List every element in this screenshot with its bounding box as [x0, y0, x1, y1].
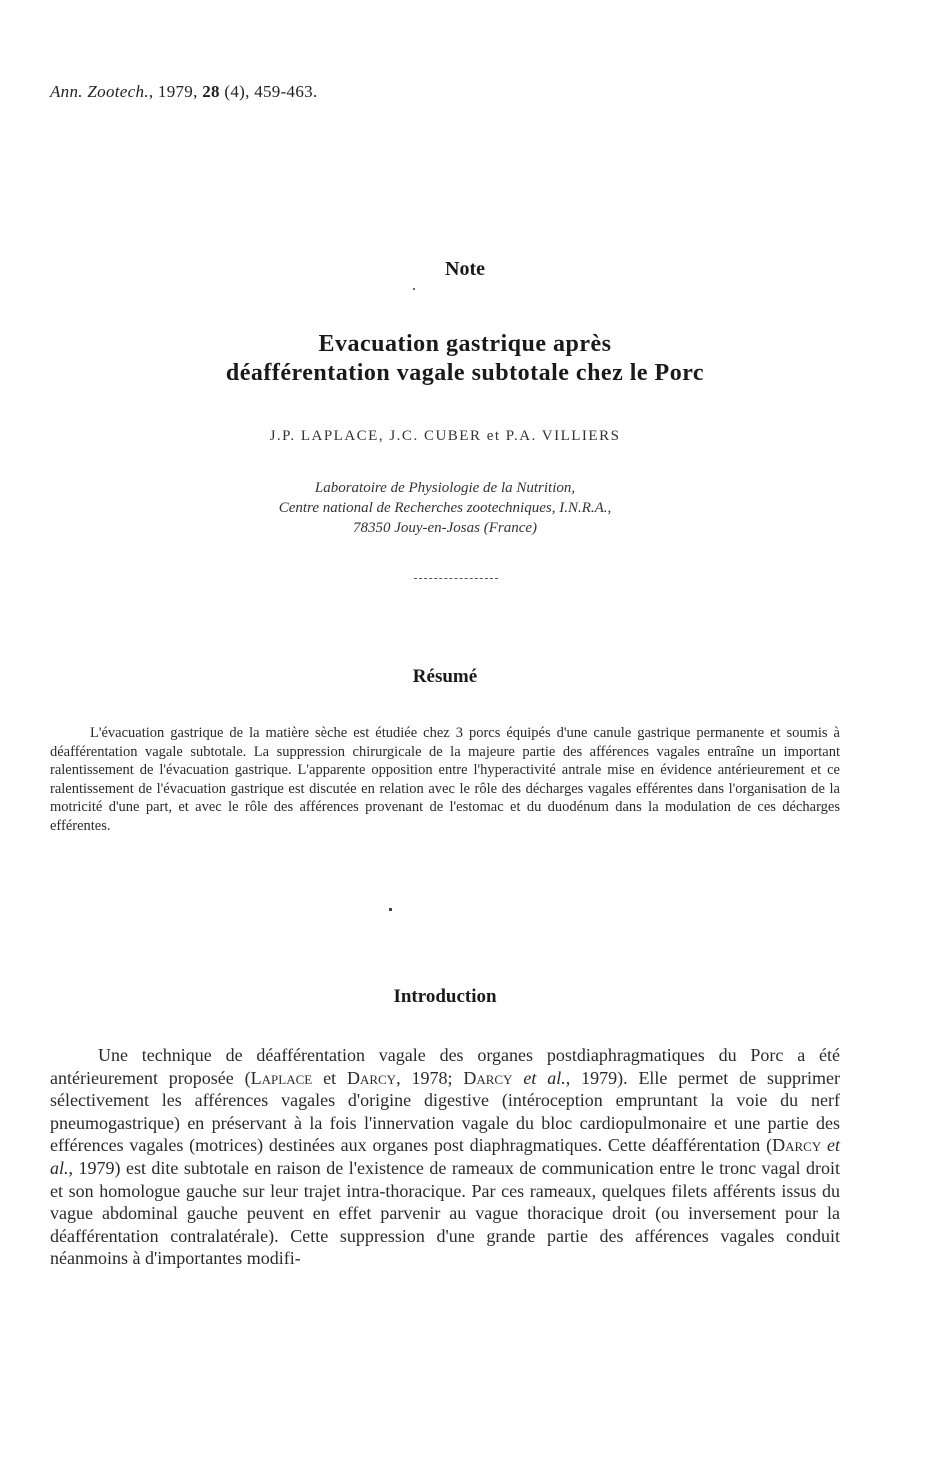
abstract-body [50, 724, 840, 836]
paper-title [0, 330, 930, 388]
affiliation [0, 478, 890, 538]
journal-name: Ann. Zootech. [50, 82, 149, 101]
text-run [512, 1068, 523, 1088]
separator-rule [414, 578, 498, 579]
decorative-dot [413, 288, 415, 290]
citation-author: Darcy [346, 1067, 397, 1088]
introduction-body [50, 1044, 840, 1270]
citation-issue-pages: (4), 459-463. [219, 82, 318, 101]
citation-year: , 1979, [148, 82, 203, 101]
citation-volume: 28 [202, 82, 220, 101]
text-run: et [312, 1067, 347, 1088]
affiliation-line-2: Centre national de Recherches zootechniques, I.N.R.A., [278, 500, 612, 516]
affiliation-line-1: Laboratoire de Physiologie de la Nutrition, [314, 480, 576, 496]
text-run: , 1978; [396, 1067, 464, 1088]
text-run: , 1979) est dite subtotale en raison de l'existence de rameaux de communication entre le tronc vagal droit et son homologue gauche sur leur trajet intra-thoracique. Par ces rameaux, quelques filets afférents issus du vague abdominal gauche peuvent en effet parvenir au vague thoracique droit (ou inversement pour la déafférentation contralatérale). Cette suppression d'une grande partie des afférences vagales conduit néanmoins à d'importantes modifi- [50, 1157, 840, 1269]
decorative-dot-2 [389, 908, 392, 911]
introduction-paragraph [50, 1044, 840, 1270]
author-list: J.P. LAPLACE, J.C. CUBER et P.A. VILLIERS [269, 428, 621, 444]
title-line-2: déafférentation vagale subtotale chez le Porc [225, 360, 705, 386]
text-run: Une technique de déafférentation vagale des organes postdiaphragmatiques du Porc a été antérieurement proposée ( [50, 1045, 840, 1088]
citation-etal: et al. [523, 1067, 566, 1088]
citation-etal: et al. [50, 1135, 841, 1178]
journal-citation [50, 82, 318, 102]
title-line-1: Evacuation gastrique après [318, 331, 612, 357]
introduction-heading: Introduction [393, 986, 497, 1007]
affiliation-line-3: 78350 Jouy-en-Josas (France) [352, 520, 538, 536]
abstract-heading: Résumé [412, 666, 478, 687]
citation-author: Darcy [463, 1067, 513, 1088]
text-run: , 1979). Elle permet de supprimer sélectivement les afférences vagales d'origine digestive (intéroception empruntant la voie du nerf pneumogastrique) en préservant à la fois l'innervation vagale du bloc cardiopulmonaire et une partie des efférences vagales (motrices) destinées aux organes post diaphragmatiques. Cette déafférentation ( [50, 1067, 840, 1156]
citation-author: Laplace [250, 1067, 313, 1088]
section-label: Note [445, 258, 485, 280]
citation-author: Darcy [772, 1135, 822, 1156]
abstract-paragraph: L'évacuation gastrique de la matière sèche est étudiée chez 3 porcs équipés d'une canule gastrique permanente et soumis à déafférentation vagale subtotale. La suppression chirurgicale de la majeure partie des afférences vagales entraîne un important ralentissement de l'évacuation gastrique. L'apparente opposition entre l'hyperactivité antrale mise en évidence antérieurement et ce ralentissement de l'évacuation gastrique est discutée en relation avec le rôle des décharges vagales efférentes dans l'organisation de la motricité d'une part, et avec le rôle des afférences provenant de l'estomac et du duodénum dans la modulation de ces décharges efférentes. [50, 725, 840, 834]
